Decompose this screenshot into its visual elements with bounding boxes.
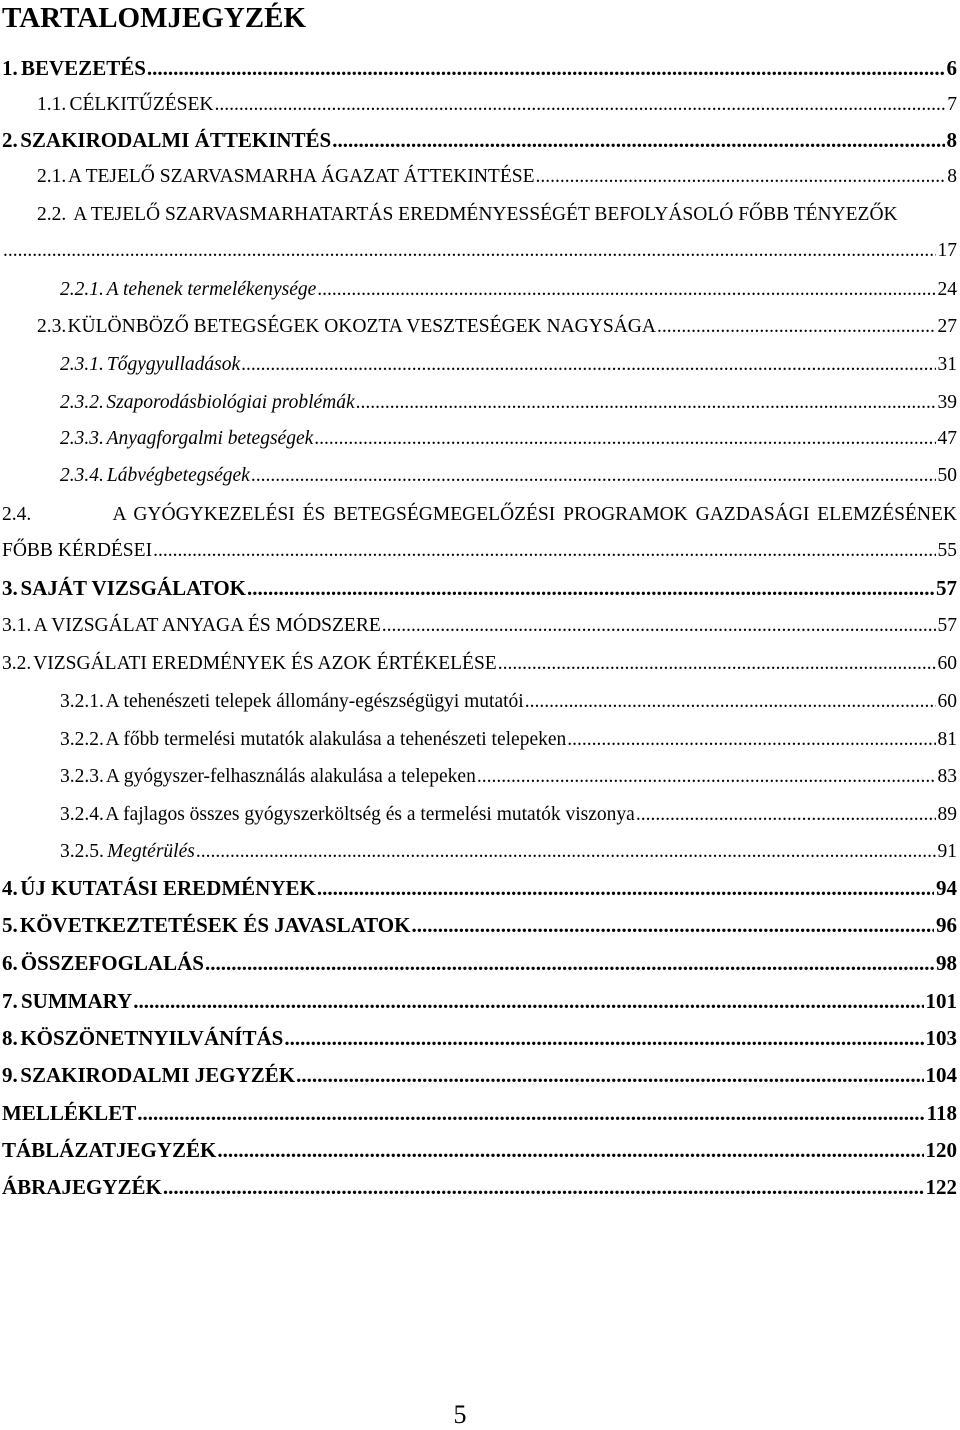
toc-entry[interactable] [2,1098,957,1128]
toc-entry-number: 3.2.1. [60,691,104,712]
dot-leader [567,725,935,755]
dot-leader [317,275,935,305]
toc-entry-number: 3. [2,576,18,600]
toc-entry-title: A TEJELŐ SZARVASMARHA ÁGAZAT ÁTTEKINTÉSE [68,166,535,187]
dot-leader [536,162,946,192]
toc-title: TARTALOMJEGYZÉK [2,2,307,34]
toc-entry-page: 60 [937,691,957,712]
toc-entry-number: 2.3.4. [60,465,104,486]
toc-entry-number: 2.3.1. [60,354,104,375]
toc-entry-number: 2.1. [37,166,67,187]
toc-entry-page: 104 [925,1063,957,1087]
toc-entry-number: 5. [2,913,18,937]
toc-entry-page: 98 [936,951,957,975]
dot-leader [241,350,935,380]
toc-entry-title: SUMMARY [20,989,133,1013]
toc-entry-page: 27 [937,316,957,337]
toc-entry-page: 31 [937,354,957,375]
dot-leader [147,53,945,83]
toc-entry-title: TÁBLÁZATJEGYZÉK [2,1138,217,1162]
toc-entry[interactable] [2,948,957,978]
toc-entry-title: Tőgygyulladások [106,354,241,375]
toc-entry[interactable] [2,536,957,566]
dot-leader [215,90,946,120]
toc-entry-title: CÉLKITŰZÉSEK [69,94,214,115]
toc-entry[interactable] [37,162,957,192]
toc-entry-title: SZAKIRODALMI JEGYZÉK [20,1063,296,1087]
dot-leader [498,649,936,679]
toc-entry-number: 2. [2,128,18,152]
toc-entry[interactable] [37,200,898,230]
toc-entry[interactable] [2,910,957,940]
toc-entry-title: Szaporodásbiológiai problémák [106,392,355,413]
toc-entry-number: 1. [2,56,18,80]
toc-entry-number: 3.2.5. [60,841,104,862]
toc-entry-title: Anyagforgalmi betegségek [106,428,314,449]
toc-entry-number: 9. [2,1063,18,1087]
toc-entry-title: ÁBRAJEGYZÉK [2,1175,162,1199]
toc-entry[interactable] [2,1060,957,1090]
toc-entry-number: 1.1. [37,94,67,115]
toc-entry[interactable] [37,312,957,342]
page-number: 5 [453,1400,467,1429]
toc-entry-title: BEVEZETÉS [21,56,146,80]
toc-entry-number: 3.2.2. [60,729,104,750]
toc-entry[interactable] [2,236,957,266]
dot-leader [251,461,936,491]
toc-entry[interactable] [2,649,957,679]
toc-entry-number: 3.2.3. [60,766,104,787]
toc-entry-page: 120 [925,1138,957,1162]
dot-leader [636,800,936,830]
toc-entry-title: SAJÁT VIZSGÁLATOK [20,576,246,600]
toc-entry-number: 3.1. [2,615,32,636]
dot-leader [356,388,936,418]
toc-entry-page: 8 [946,128,957,152]
toc-entry-page: 60 [937,653,957,674]
dot-leader [3,236,936,266]
toc-entry[interactable] [2,1172,957,1202]
toc-entry[interactable] [60,837,957,867]
toc-entry-title: A főbb termelési mutatók alakulása a tehenészeti telepeken [105,729,567,750]
toc-entry[interactable] [60,461,957,491]
toc-entry-page: 8 [947,166,957,187]
toc-entry[interactable] [60,350,957,380]
dot-leader [332,125,944,155]
toc-entry-page: 89 [937,804,957,825]
toc-entry-number: 8. [2,1026,18,1050]
toc-entry-page: 94 [936,876,957,900]
toc-entry-page: 103 [925,1026,957,1050]
dot-leader [133,986,923,1016]
toc-entry-number: 2.3.2. [60,392,104,413]
toc-entry-page: 83 [937,766,957,787]
toc-entry-title: MELLÉKLET [2,1101,137,1125]
toc-entry-title: A gyógyszer-felhasználás alakulása a telepeken [105,766,476,787]
toc-entry-page: 47 [937,428,957,449]
toc-entry-page: 17 [937,240,957,261]
dot-leader [317,873,934,903]
toc-entry[interactable] [2,873,957,903]
toc-entry-title: KÖVETKEZTETÉSEK ÉS JAVASLATOK [19,913,411,937]
toc-entry-title: A TEJELŐ SZARVASMARHATARTÁS EREDMÉNYESSÉGÉT BEFOLYÁSOLÓ FŐBB TÉNYEZŐK [73,204,898,225]
toc-entry[interactable] [60,388,957,418]
toc-entry[interactable] [2,611,957,641]
toc-entry-title: KÜLÖNBÖZŐ BETEGSÉGEK OKOZTA VESZTESÉGEK NAGYSÁGA [67,316,656,337]
dot-leader [153,536,935,566]
toc-entry-page: 91 [937,841,957,862]
toc-entry[interactable] [2,53,957,83]
toc-entry-page: 122 [925,1175,957,1199]
toc-entry-title: KÖSZÖNETNYILVÁNÍTÁS [20,1026,284,1050]
dot-leader [137,1098,924,1128]
toc-entry-title: FŐBB KÉRDÉSEI [2,540,153,561]
toc-entry-page: 55 [937,540,957,561]
dot-leader [217,1135,923,1165]
dot-leader [657,312,936,342]
toc-entry-page: 57 [936,576,957,600]
toc-entry-number: 4. [2,876,18,900]
toc-entry[interactable] [60,725,957,755]
dot-leader [196,837,936,867]
dot-leader [205,948,934,978]
toc-entry[interactable] [2,1135,957,1165]
dot-leader [525,687,936,717]
toc-entry[interactable] [60,275,957,305]
toc-entry-number: 2.3.3. [60,428,104,449]
toc-entry-title: Megtérülés [107,841,195,862]
toc-entry-page: 50 [937,465,957,486]
toc-entry-number: 7. [2,989,18,1013]
dot-leader [382,611,936,641]
toc-entry[interactable] [60,762,957,792]
toc-entry-title: Lábvégbetegségek [106,465,250,486]
toc-entry-title: A VIZSGÁLAT ANYAGA ÉS MÓDSZERE [33,615,381,636]
toc-entry-number: 2.2. [37,204,67,225]
toc-entry-page: 24 [937,279,957,300]
dot-leader [284,1023,923,1053]
toc-entry[interactable] [2,1023,957,1053]
dot-leader [247,573,934,603]
toc-entry-title: ÖSSZEFOGLALÁS [20,951,204,975]
toc-entry-title: VIZSGÁLATI EREDMÉNYEK ÉS AZOK ÉRTÉKELÉSE [33,653,497,674]
toc-entry-page: 96 [936,913,957,937]
toc-entry-page: 39 [937,392,957,413]
toc-entry-title: SZAKIRODALMI ÁTTEKINTÉS [20,128,332,152]
dot-leader [314,424,935,454]
toc-entry-title: A fajlagos összes gyógyszerköltség és a termelési mutatók viszonya [105,804,635,825]
toc-entry-number: 2.3. [37,316,67,337]
toc-entry-number: 3.2. [2,653,32,674]
dot-leader [163,1172,924,1202]
dot-leader [411,910,934,940]
toc-entry[interactable] [2,986,957,1016]
dot-leader [296,1060,923,1090]
toc-entry-title: A tehenészeti telepek állomány-egészségügyi mutatói [105,691,524,712]
toc-entry-page: 57 [937,615,957,636]
toc-entry[interactable] [60,424,957,454]
toc-entry-number: 6. [2,951,18,975]
toc-entry[interactable] [60,800,957,830]
toc-entry-number: 2.2.1. [60,279,104,300]
toc-entry-page: 101 [925,989,957,1013]
toc-entry[interactable] [2,125,957,155]
toc-entry-number: 3.2.4. [60,804,104,825]
toc-entry-number: 2.4. [2,504,32,525]
toc-entry[interactable] [37,90,957,120]
toc-entry[interactable] [60,687,957,717]
toc-entry-title: ÚJ KUTATÁSI EREDMÉNYEK [20,876,316,900]
dot-leader [477,762,936,792]
toc-entry-page: 6 [946,56,957,80]
toc-entry-page: 7 [947,94,957,115]
toc-entry[interactable] [2,573,957,603]
toc-entry-title: A tehenek termelékenysége [106,279,317,300]
toc-entry-page: 118 [926,1101,957,1125]
toc-entry-title: A GYÓGYKEZELÉSI ÉS BETEGSÉGMEGELŐZÉSI PROGRAMOK GAZDASÁGI ELEMZÉSÉNEK [112,504,957,525]
toc-entry-page: 81 [937,729,957,750]
toc-entry[interactable] [2,500,957,530]
